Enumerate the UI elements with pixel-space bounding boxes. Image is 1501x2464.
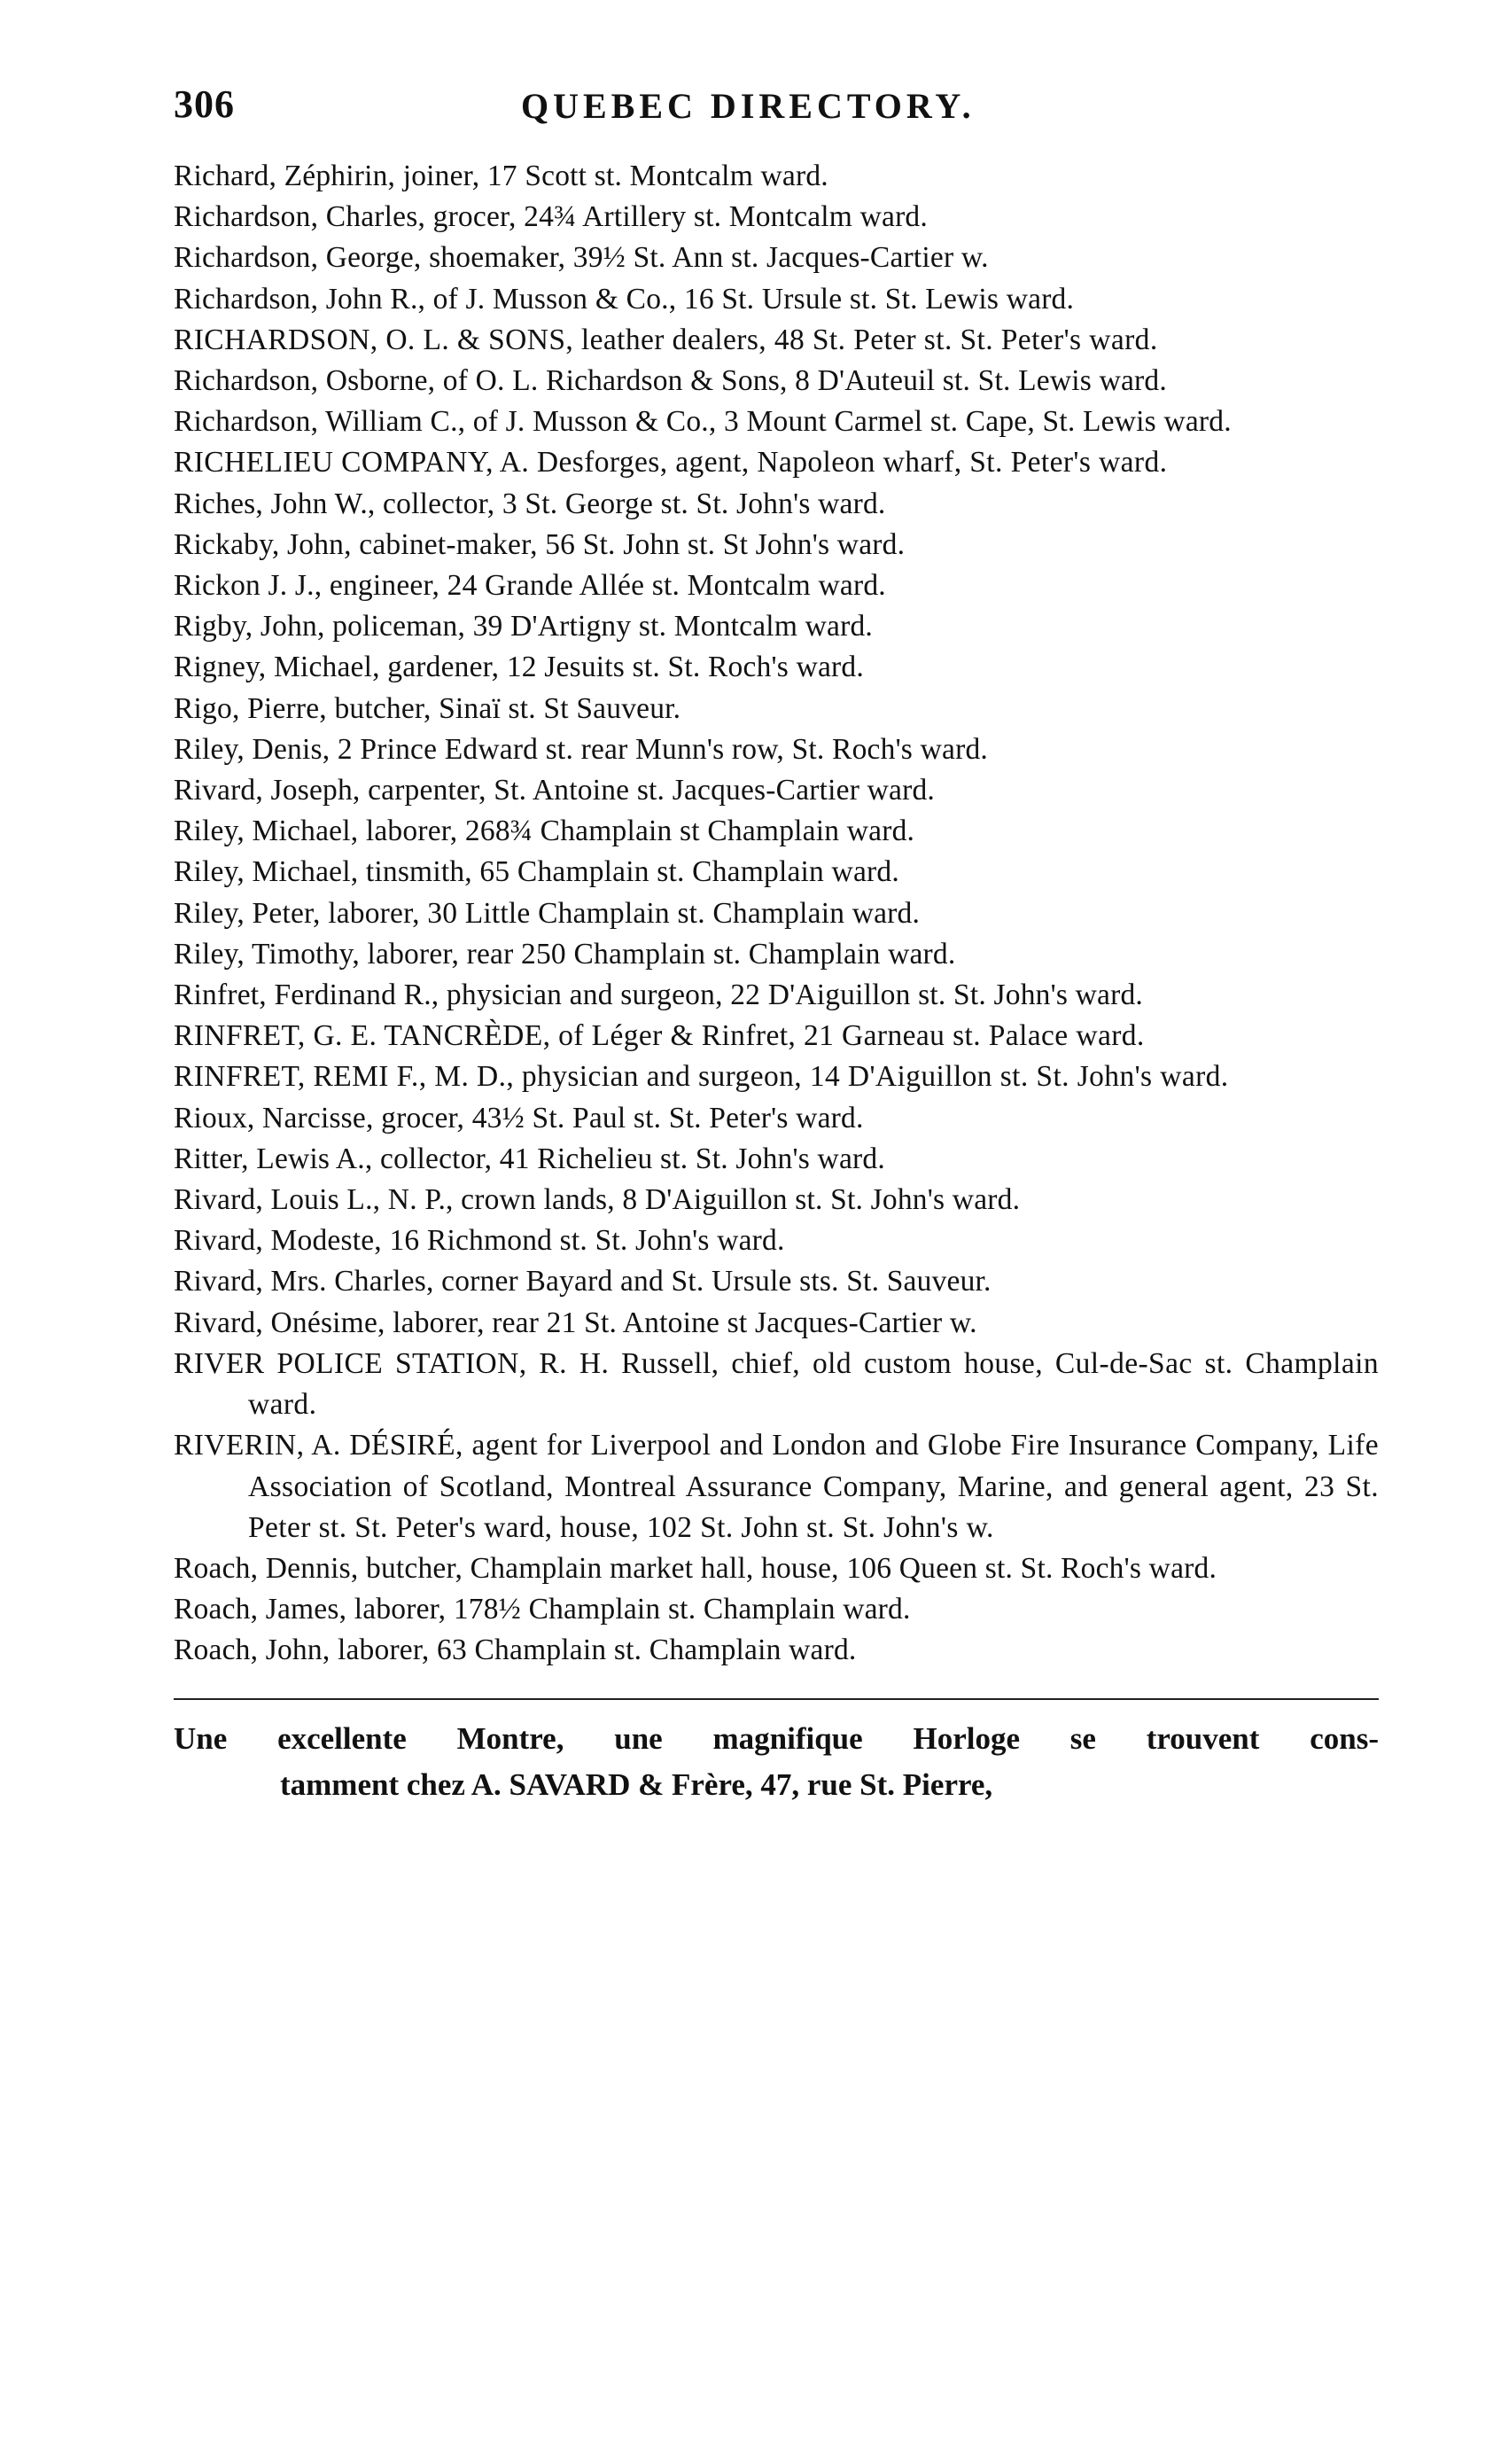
directory-entry: Richardson, Osborne, of O. L. Richardson & Sons, 8 D'Auteuil st. St. Lewis ward. <box>174 364 1167 398</box>
advert-divider <box>174 1698 1379 1700</box>
running-title: QUEBEC DIRECTORY. <box>521 86 976 126</box>
directory-entry: Richardson, William C., of J. Musson & Co., 3 Mount Carmel st. Cape, St. Lewis ward. <box>174 405 1232 439</box>
directory-entry: Rivard, Onésime, laborer, rear 21 St. Antoine st Jacques-Cartier w. <box>174 1306 977 1339</box>
directory-entry: Riley, Michael, tinsmith, 65 Champlain st. Champlain ward. <box>174 855 899 889</box>
directory-entry: Rickon J. J., engineer, 24 Grande Allée st. Montcalm ward. <box>174 569 886 603</box>
directory-entry: RINFRET, G. E. TANCRÈDE, of Léger & Rinfret, 21 Garneau st. Palace ward. <box>174 1019 1145 1053</box>
directory-entry: Rinfret, Ferdinand R., physician and surgeon, 22 D'Aiguillon st. St. John's ward. <box>174 979 1143 1012</box>
directory-entry: Rigney, Michael, gardener, 12 Jesuits st. St. Roch's ward. <box>174 651 864 684</box>
directory-entries <box>174 156 1379 1672</box>
page-number: 306 <box>174 82 235 126</box>
advertisement-line-2: tamment chez A. SAVARD & Frère, 47, rue St. Pierre, <box>280 1766 993 1802</box>
directory-entry: Riley, Michael, laborer, 268¾ Champlain st Champlain ward. <box>174 815 915 848</box>
directory-entry: RIVERIN, A. DÉSIRÉ, agent for Liverpool and London and Globe Fire Insurance Company, Life Association of Scotland, Montreal Assurance Company, Marine, and general agent, 23 St. Peter st. St. Peter's ward, house, 102 St. John st. St. John's w. <box>174 1429 1379 1544</box>
directory-entry: RIVER POLICE STATION, R. H. Russell, chief, old custom house, Cul-de-Sac st. Champlain ward. <box>174 1346 1379 1422</box>
directory-entry: Rivard, Mrs. Charles, corner Bayard and St. Ursule sts. St. Sauveur. <box>174 1265 992 1298</box>
advertisement-line-1: Une excellente Montre, une magnifique Horloge se trouvent cons- <box>174 1720 1379 1756</box>
directory-entry: Richardson, John R., of J. Musson & Co., 16 St. Ursule st. St. Lewis ward. <box>174 282 1075 316</box>
directory-entry: Rivard, Louis L., N. P., crown lands, 8 D'Aiguillon st. St. John's ward. <box>174 1183 1021 1217</box>
directory-entry: RICHARDSON, O. L. & SONS, leather dealers, 48 St. Peter st. St. Peter's ward. <box>174 323 1158 356</box>
directory-entry: Roach, Dennis, butcher, Champlain market hall, house, 106 Queen st. St. Roch's ward. <box>174 1551 1217 1585</box>
advertisement <box>174 1716 1379 1808</box>
directory-entry: Roach, John, laborer, 63 Champlain st. Champlain ward. <box>174 1634 857 1667</box>
directory-entry: Roach, James, laborer, 178½ Champlain st. Champlain ward. <box>174 1593 911 1626</box>
directory-entry: Richardson, Charles, grocer, 24¾ Artillery st. Montcalm ward. <box>174 200 928 234</box>
directory-entry: Rivard, Joseph, carpenter, St. Antoine st. Jacques-Cartier ward. <box>174 774 935 807</box>
directory-entry: Ritter, Lewis A., collector, 41 Richelieu st. St. John's ward. <box>174 1142 885 1175</box>
directory-entry: RICHELIEU COMPANY, A. Desforges, agent, Napoleon wharf, St. Peter's ward. <box>174 446 1168 480</box>
directory-entry: Rivard, Modeste, 16 Richmond st. St. John's ward. <box>174 1224 785 1258</box>
directory-entry: Riley, Timothy, laborer, rear 250 Champlain st. Champlain ward. <box>174 937 956 971</box>
directory-page <box>174 82 1379 1808</box>
directory-entry: Richard, Zéphirin, joiner, 17 Scott st. Montcalm ward. <box>174 160 828 192</box>
directory-entry: Rigby, John, policeman, 39 D'Artigny st. Montcalm ward. <box>174 610 873 643</box>
directory-entry: RINFRET, REMI F., M. D., physician and surgeon, 14 D'Aiguillon st. St. John's ward. <box>174 1060 1229 1094</box>
directory-entry: Riley, Peter, laborer, 30 Little Champlain st. Champlain ward. <box>174 896 921 930</box>
directory-entry: Rioux, Narcisse, grocer, 43½ St. Paul st. St. Peter's ward. <box>174 1101 864 1135</box>
directory-entry: Richardson, George, shoemaker, 39½ St. Ann st. Jacques-Cartier w. <box>174 241 989 275</box>
directory-entry: Rigo, Pierre, butcher, Sinaï st. St Sauveur. <box>174 691 681 725</box>
directory-entry: Rickaby, John, cabinet-maker, 56 St. John st. St John's ward. <box>174 527 906 561</box>
running-head <box>174 82 1379 144</box>
directory-entry: Riches, John W., collector, 3 St. George st. St. John's ward. <box>174 487 886 520</box>
directory-entry: Riley, Denis, 2 Prince Edward st. rear Munn's row, St. Roch's ward. <box>174 732 988 766</box>
